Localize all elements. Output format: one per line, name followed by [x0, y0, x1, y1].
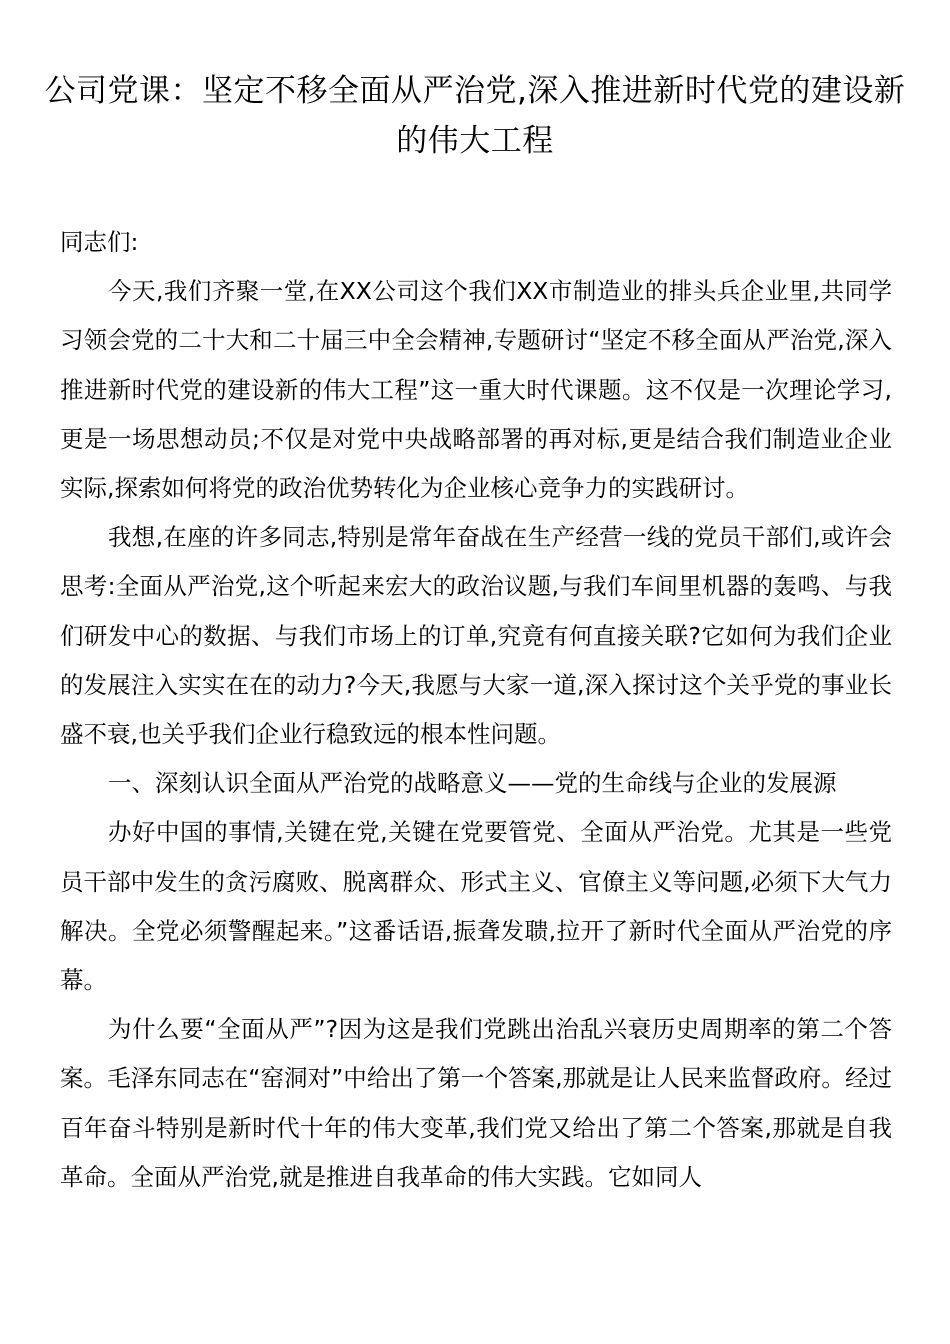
paragraph-reflection: 我想,在座的许多同志,特别是常年奋战在生产经营一线的党员干部们,或许会思考:全面从严治党,这个听起来宏大的政治议题,与我们车间里机器的轰鸣、与我们研发中心的数据、与我们市场上的订单,究竟有何直接关联?它如何为我们企业的发展注入实实在在的动力?今天,我愿与大家一道,深入探讨这个关乎党的事业长盛不衰,也关乎我们企业行稳致远的根本性问题。	[60, 523, 892, 749]
paragraph-quote: 办好中国的事情,关键在党,关键在党要管党、全面从严治党。尤其是一些党员干部中发生的贪污腐败、脱离群众、形式主义、官僚主义等问题,必须下大气力解决。全党必须警醒起来。”这番话语,振聋发聩,拉开了新时代全面从严治党的序幕。	[60, 818, 892, 995]
salutation: 同志们:	[60, 228, 139, 256]
document-title: 公司党课：坚定不移全面从严治党,深入推进新时代党的建设新的伟大工程	[44, 73, 906, 159]
paragraph-why-strict: 为什么要“全面从严”?因为这是我们党跳出治乱兴衰历史周期率的第二个答案。毛泽东同志在“窑洞对”中给出了第一个答案,那就是让人民来监督政府。经过百年奋斗特别是新时代十年的伟大变革,我们党又给出了第二个答案,那就是自我革命。全面从严治党,就是推进自我革命的伟大实践。它如同人	[60, 1015, 892, 1191]
paragraph-intro: 今天,我们齐聚一堂,在XX公司这个我们XX市制造业的排头兵企业里,共同学习领会党的二十大和二十届三中全会精神,专题研讨“坚定不移全面从严治党,深入推进新时代党的建设新的伟大工程”这一重大时代课题。这不仅是一次理论学习,更是一场思想动员;不仅是对党中央战略部署的再对标,更是结合我们制造业企业实际,探索如何将党的政治优势转化为企业核心竞争力的实践研讨。	[60, 277, 892, 503]
section-heading-1: 一、深刻认识全面从严治党的战略意义——党的生命线与企业的发展源	[108, 769, 837, 798]
document-body	[60, 218, 892, 1202]
